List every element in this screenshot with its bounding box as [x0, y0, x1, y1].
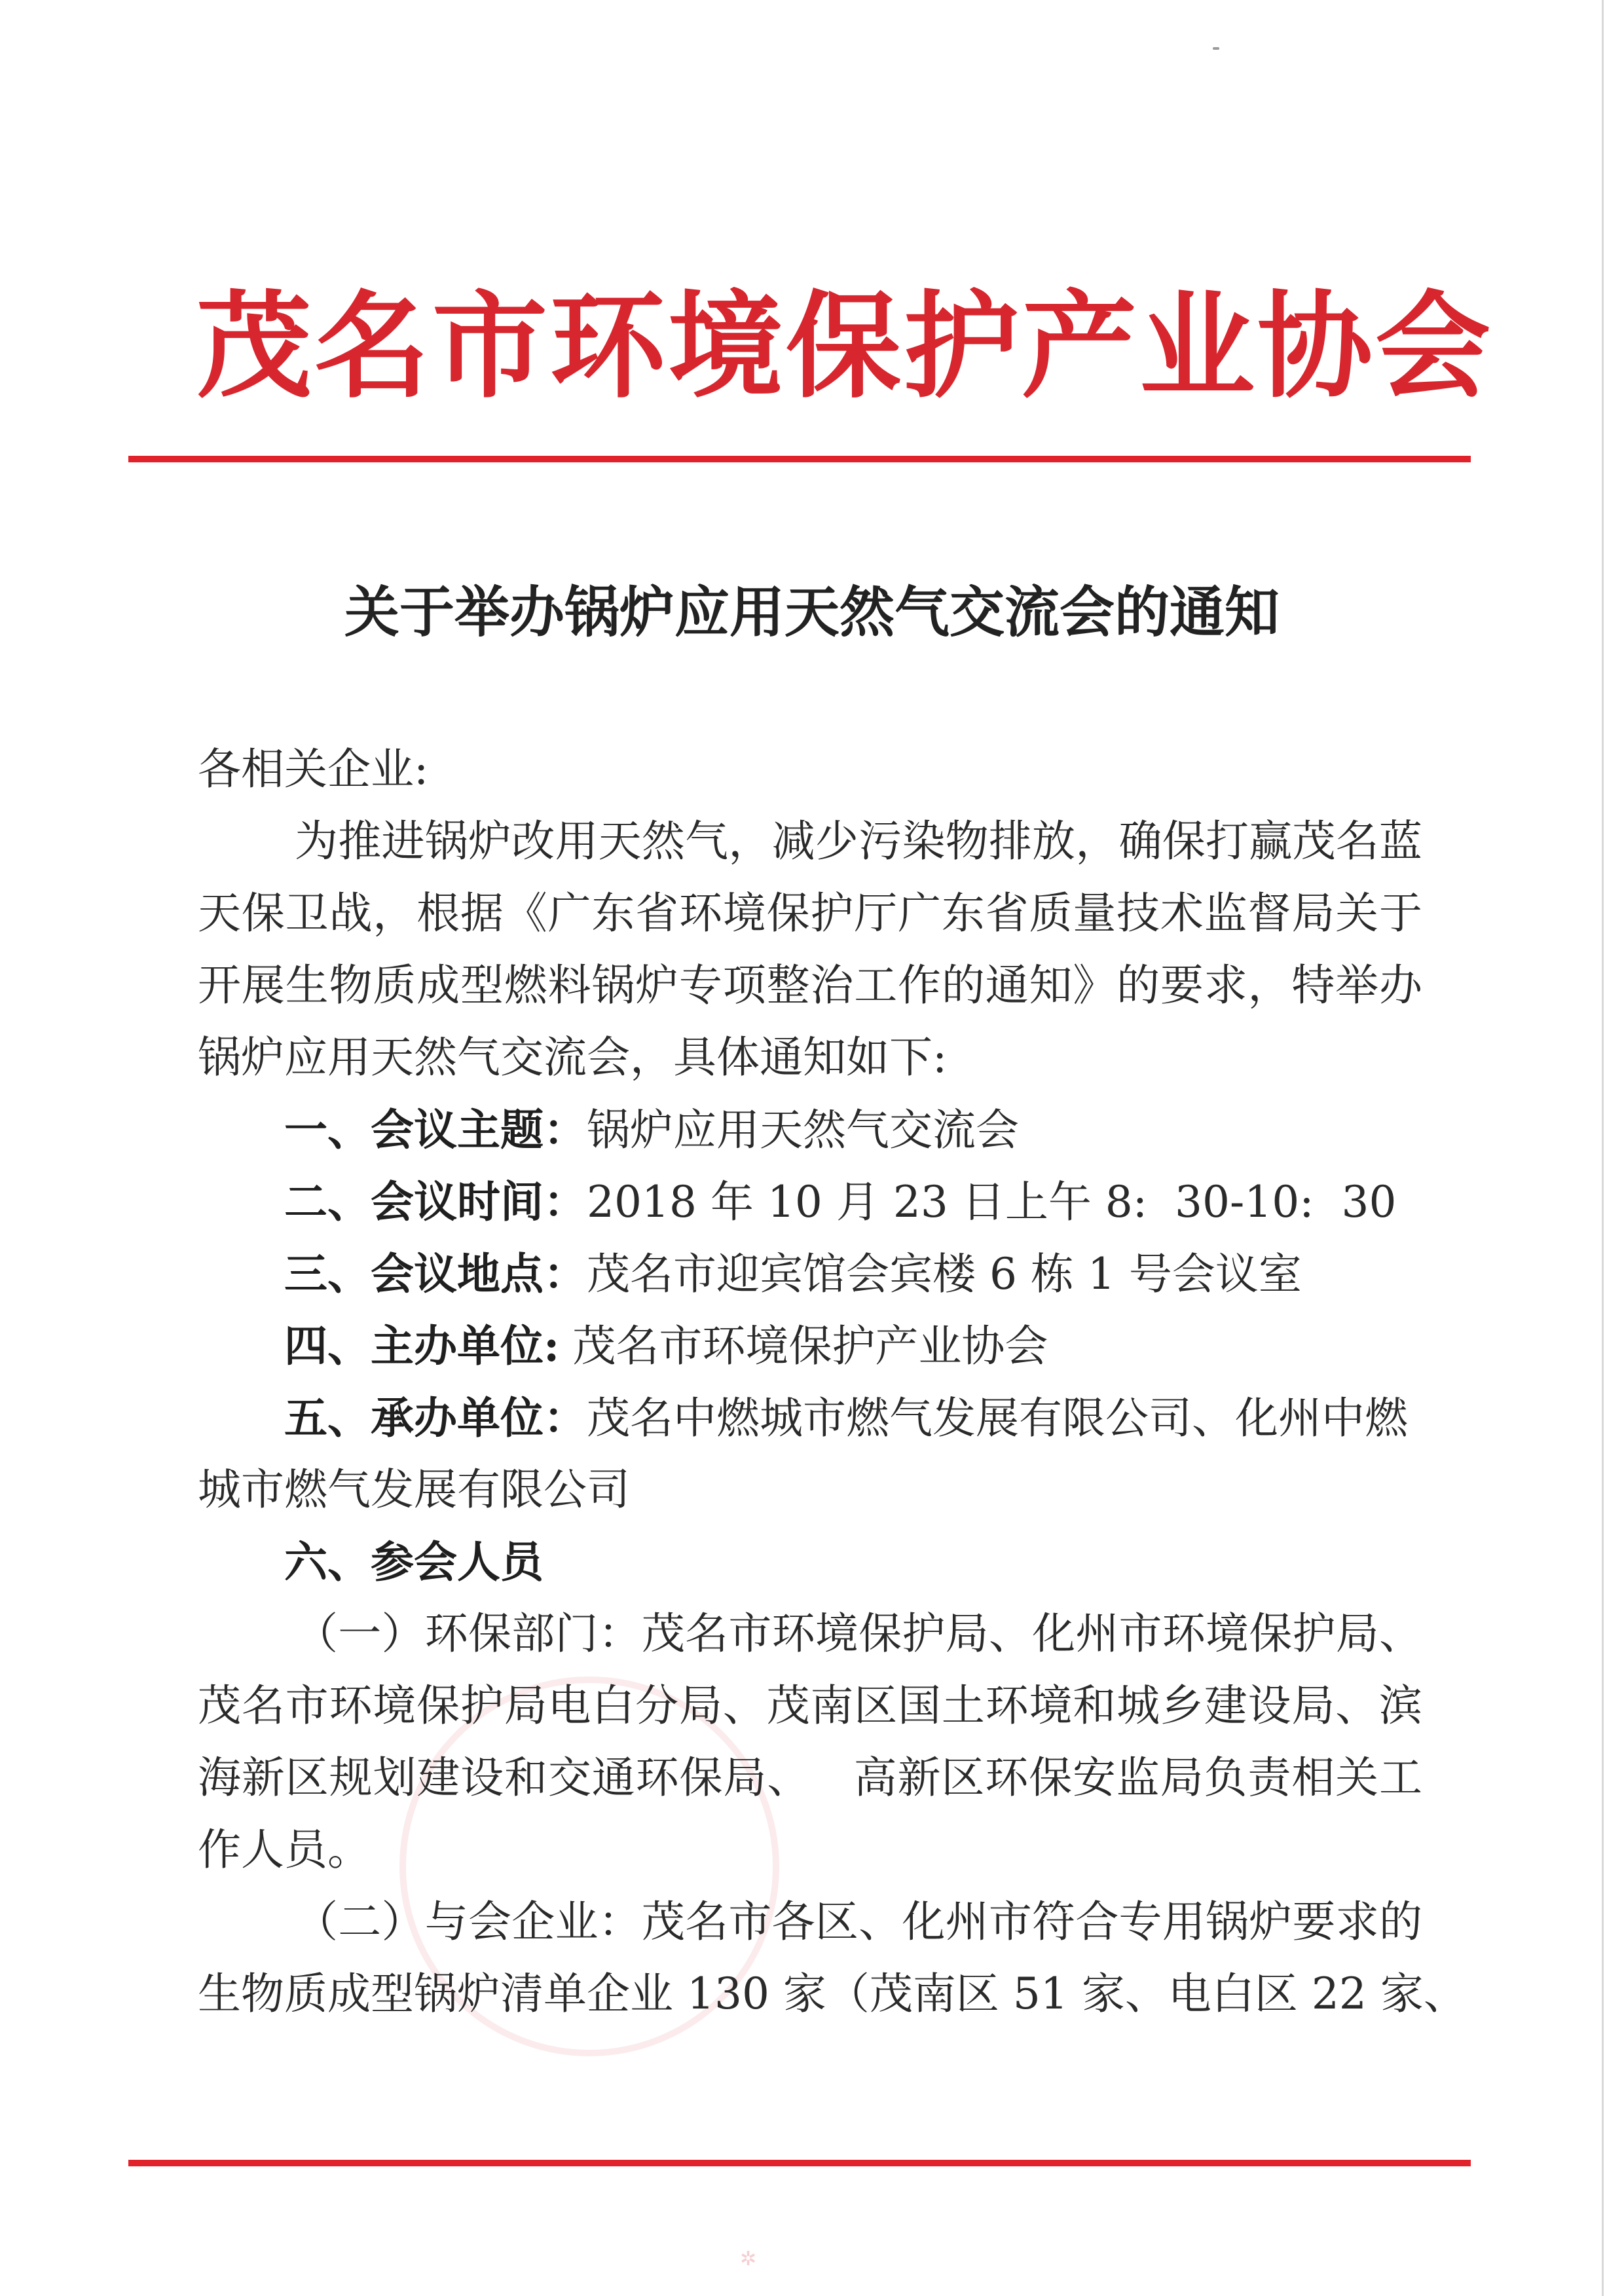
scan-dust-mark: [1213, 47, 1219, 50]
item-place-label: 三、会议地点：: [284, 1248, 587, 1299]
salutation: 各相关企业:: [198, 744, 429, 794]
item-host-value: 茂名市环境保护产业协会: [572, 1321, 1048, 1371]
item-time-value: 2018 年 10 月 23 日上午 8: 30-10: 30: [587, 1177, 1397, 1227]
item-theme-value: 锅炉应用天然气交流会: [587, 1105, 1019, 1155]
env-dept-line-2: 茂名市环境保护局电白分局、茂南区国土环境和城乡建设局、滨: [198, 1680, 1422, 1731]
intro-line-2: 天保卫战，根据《广东省环境保护厅广东省质量技术监督局关于: [198, 888, 1422, 938]
item-place-value: 茂名市迎宾馆会宾楼 6 栋 1 号会议室: [587, 1249, 1302, 1299]
item-theme: [198, 1094, 1422, 1166]
item-theme-label: 一、会议主题：: [284, 1104, 587, 1155]
item-organizer: [198, 1382, 1422, 1454]
item-time: [198, 1166, 1422, 1238]
item-attendees-label: 六、参会人员: [284, 1536, 544, 1587]
faint-red-mark-icon: ✲: [740, 2248, 757, 2270]
item-host-label: 四、主办单位:: [284, 1320, 560, 1371]
enterprise-line-1: （二）与会企业：茂名市各区、化州市符合专用锅炉要求的: [295, 1897, 1422, 1947]
intro-line-4: 锅炉应用天然气交流会，具体通知如下:: [198, 1032, 948, 1083]
item-organizer-label: 五、承办单位：: [284, 1392, 587, 1443]
enterprise-line-2: 生物质成型锅炉清单企业 130 家（茂南区 51 家、电白区 22 家、: [198, 1969, 1467, 2019]
item-place: [198, 1238, 1422, 1310]
org-letterhead-title: 茂名市环境保护产业协会: [196, 280, 1494, 414]
item-host: [198, 1310, 1422, 1382]
intro-line-1: 为推进锅炉改用天然气，减少污染物排放，确保打赢茂名蓝: [295, 816, 1422, 866]
intro-line-3: 开展生物质成型燃料锅炉专项整治工作的通知》的要求，特举办: [198, 960, 1422, 1010]
env-dept-line-1: （一）环保部门：茂名市环境保护局、化州市环境保护局、: [295, 1608, 1422, 1659]
letterhead-red-rule-top: [128, 456, 1471, 462]
notice-body: [198, 733, 1467, 2030]
env-dept-line-3: 海新区规划建设和交通环保局、 高新区环保安监局负责相关工: [198, 1752, 1422, 1803]
notice-title: 关于举办锅炉应用天然气交流会的通知: [344, 580, 1280, 644]
letterhead-red-rule-bottom: [128, 2160, 1471, 2166]
scan-edge-artifact: [1602, 0, 1604, 2296]
item-time-label: 二、会议时间：: [284, 1176, 587, 1227]
item-organizer-value-line2: 城市燃气发展有限公司: [198, 1464, 630, 1515]
item-organizer-value-line1: 茂名中燃城市燃气发展有限公司、化州中燃: [587, 1393, 1408, 1443]
env-dept-line-4: 作人员。: [198, 1824, 371, 1875]
